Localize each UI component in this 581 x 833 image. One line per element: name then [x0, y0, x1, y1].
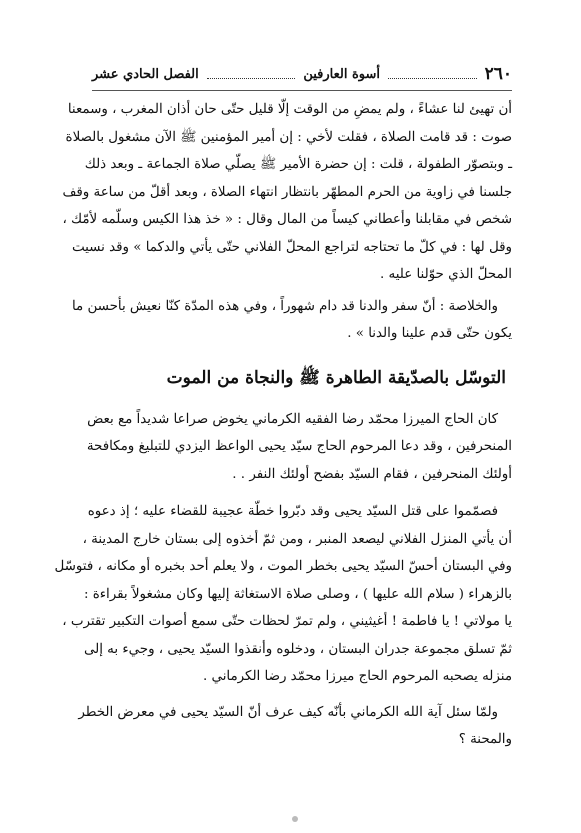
page-speck [292, 816, 298, 822]
text-line: منزله يصحبه المرحوم الحاج ميرزا محمّد رضا الكرماني . [203, 669, 512, 684]
text-line: وفي البستان أحسّ السيّد يحيى بخطر الموت ، ولا يعلم أحد بخبره أو مكانه ، فتوسّل [54, 559, 512, 574]
text-line: بالزهراء ( سلام الله عليها ) ، وصلى صلاة الاستغاثة إليها وكان مشغولاً بقراءة : [83, 586, 512, 602]
section-heading: التوسّل بالصدّيقة الطاهرة ﷺ والنجاة من الموت [166, 367, 506, 388]
chapter-title: الفصل الحادي عشر [92, 66, 199, 82]
text-line: أن يأتي المنزل الفلاني ليصعد المنبر ، ومن ثمّ أخذوه إلى بستان خارج المدينة ، [82, 531, 512, 547]
text-line: كان الحاج الميرزا محمّد رضا الفقيه الكرماني يخوض صراعا شديداً مع بعض [87, 411, 498, 427]
text-line: والمحنة ؟ [458, 732, 512, 747]
text-line: صوت : قد قامت الصلاة ، فقلت لأخي : إن أمير المؤمنين ﷺ الآن مشغول بالصلاة [65, 129, 512, 145]
paragraph-3 [86, 406, 512, 489]
text-line: جلسنا في زاوية من الحرم المطهّر بانتظار انتهاء الصلاة ، وبعد أقلّ من ساعة وقف [62, 184, 512, 200]
text-line: أولئك المنحرفين ، فقام السيّد بفضح أولئك النفر . . [232, 466, 512, 482]
text-line: المحلّ الذي حوّلنا عليه . [380, 267, 512, 282]
paragraph-4 [54, 498, 512, 691]
text-line: والخلاصة : أنّ سفر والدنا قد دام شهوراً ، وفي هذه المدّة كنّا نعيش بأحسن ما [71, 298, 498, 314]
book-title: أسوة العارفين [303, 66, 381, 82]
text-line: المنحرفين ، وقد دعا المرحوم الحاج سيّد يحيى الواعظ اليزدي للتبليغ ومكافحة [86, 439, 512, 454]
text-line: ثمّ تسلق مجموعة جدران البستان ، ودخلوه وأنقذوا السيّد يحيى ، وجيء به إلى [83, 641, 512, 657]
text-line: يكون حتّى قدم علينا والدنا » . [347, 326, 512, 341]
running-header [92, 60, 512, 88]
header-dots-left [207, 77, 296, 79]
page-body [54, 96, 512, 754]
paragraph-2 [71, 293, 512, 348]
paragraph-1 [62, 96, 512, 289]
paragraph-5 [78, 699, 512, 754]
text-line: يا مولاتي ! يا فاطمة ! أغيثيني ، ولم تمرّ لحظات حتّى سمع أصوات التكبير تقترب ، [62, 614, 512, 629]
header-dots-right [388, 77, 477, 79]
header-rule [92, 90, 512, 91]
text-line: أن تهيئ لنا عشاءً ، ولم يمضِ من الوقت إلّا قليل حتّى حان أذان المغرب ، وسمعنا [67, 102, 512, 117]
text-line: فصمّموا على قتل السيّد يحيى وقد دبّروا خطّة عجيبة للقضاء عليه ؛ إذ دعوه [87, 504, 498, 519]
text-line: ولمّا سئل آية الله الكرماني بأنّه كيف عرف أنّ السيّد يحيى في معرض الخطر [78, 704, 498, 720]
text-line: وقل لها : في كلّ ما تحتاجه لتراجع المحلّ الفلاني حتّى يأتي والدكما » وقد نسيت [71, 239, 512, 255]
text-line: ـ وبتصوّر الطفولة ، قلت : إن حضرة الأمير ﷺ يصلّي صلاة الجماعة ـ وبعد ذلك [84, 157, 512, 172]
text-line: شخص في مقابلنا وأعطاني كيساً من المال وقال : « خذ هذا الكيس وسلّمه لأمّك ، [62, 212, 512, 227]
page-number: ٢٦٠ [484, 64, 512, 84]
